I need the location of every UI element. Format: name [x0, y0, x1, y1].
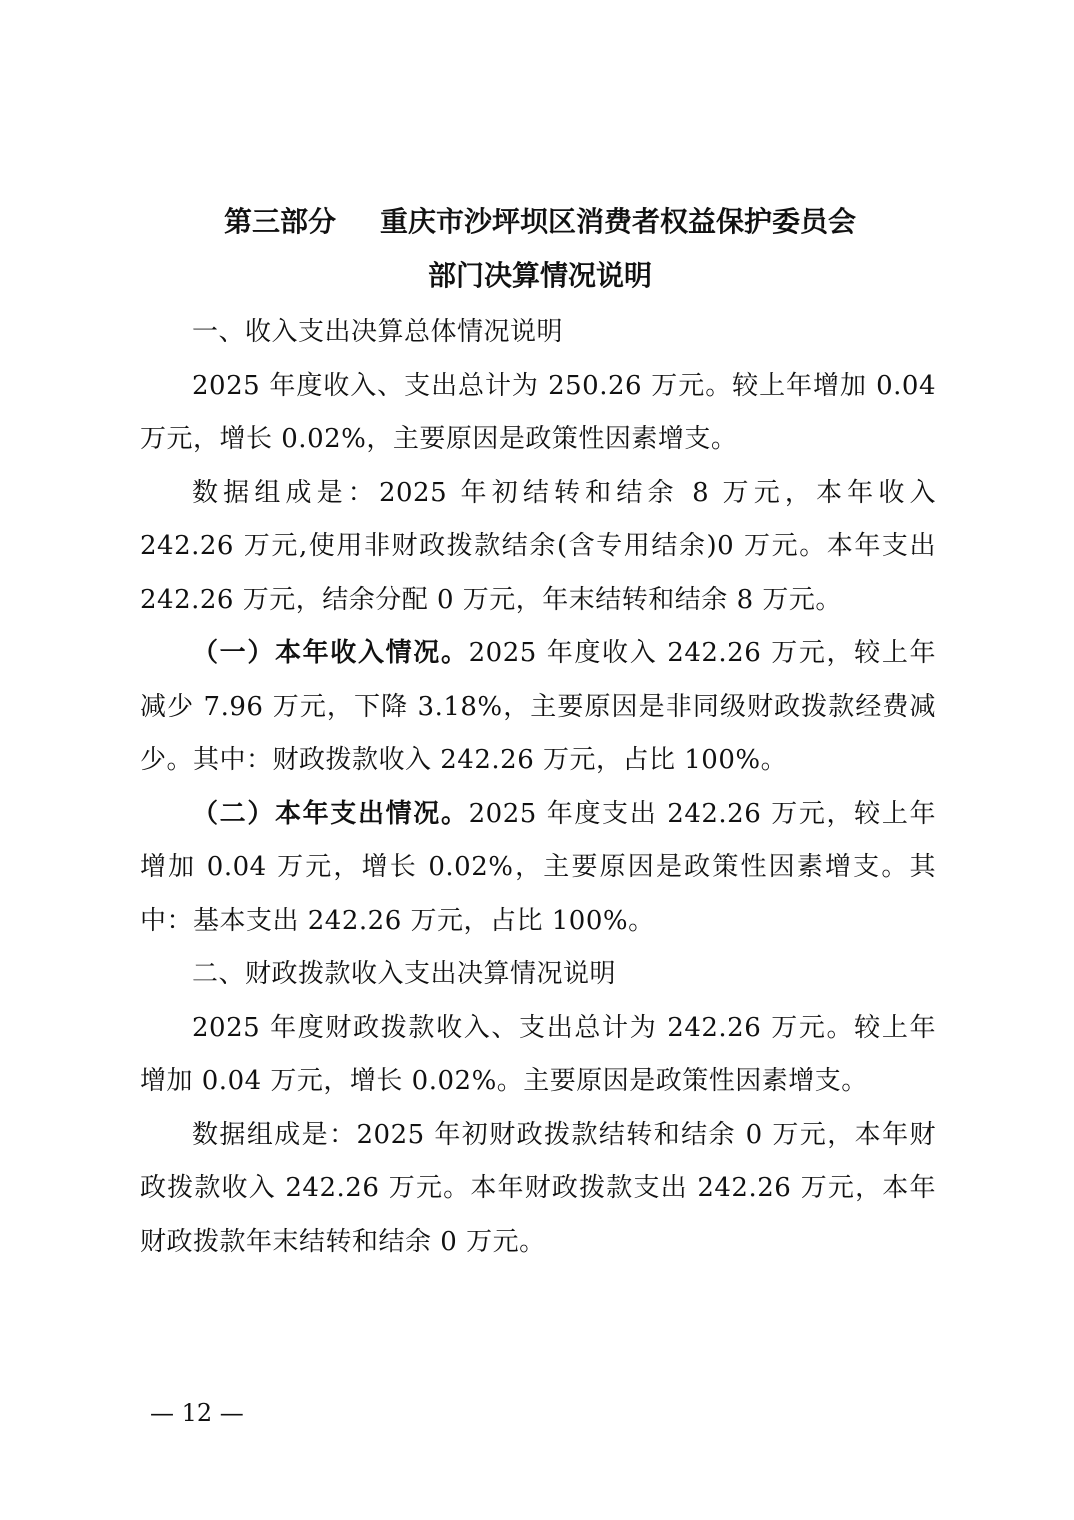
paragraph-text: 数据组成是：2025 年初结转和结余 8 万元，本年收入 242.26 万元,使用非财政拨款结余(含专用结余)0 万元。本年支出 242.26 万元，结余分配 0 万元，年末结转和结余 8 万元。: [140, 477, 936, 615]
paragraph-lead: （二）本年支出情况。: [192, 798, 469, 829]
paragraph-text: 2025 年度财政拨款收入、支出总计为 242.26 万元。较上年增加 0.04 万元，增长 0.02%。主要原因是政策性因素增支。: [140, 1012, 936, 1096]
section-heading: 二、财政拨款收入支出决算情况说明: [192, 959, 617, 989]
paragraph: [140, 1002, 936, 1109]
paragraph-text: 2025 年度收入 242.26 万元，较上年减少 7.96 万元，下降 3.18%，主要原因是非同级财政拨款经费减少。其中：财政拨款收入 242.26 万元，占比 100%。: [140, 638, 936, 775]
section-heading: 一、收入支出决算总体情况说明: [192, 317, 564, 347]
page-number: — 12 —: [150, 1399, 244, 1427]
paragraph-lead: （一）本年收入情况。: [192, 638, 469, 668]
document-body: [140, 306, 936, 1269]
title-organization: 重庆市沙坪坝区消费者权益保护委员会: [380, 205, 857, 238]
document-title-line2: 部门决算情况说明: [427, 259, 652, 292]
paragraph: [140, 788, 936, 949]
title-part-label: 第三部分: [223, 205, 336, 238]
paragraph-text: 2025 年度收入、支出总计为 250.26 万元。较上年增加 0.04 万元，增长 0.02%，主要原因是政策性因素增支。: [140, 370, 936, 454]
paragraph: [140, 467, 936, 628]
document-title-line1: [140, 202, 940, 242]
paragraph: [140, 1109, 936, 1270]
paragraph: [140, 627, 936, 788]
paragraph-text: 数据组成是：2025 年初财政拨款结转和结余 0 万元，本年财政拨款收入 242.26 万元。本年财政拨款支出 242.26 万元，本年财政拨款年末结转和结余 0 万元。: [140, 1119, 936, 1257]
paragraph: [140, 360, 936, 467]
paragraph-text: 2025 年度支出 242.26 万元，较上年增加 0.04 万元，增长 0.02%，主要原因是政策性因素增支。其中：基本支出 242.26 万元，占比 100%。: [140, 798, 936, 936]
